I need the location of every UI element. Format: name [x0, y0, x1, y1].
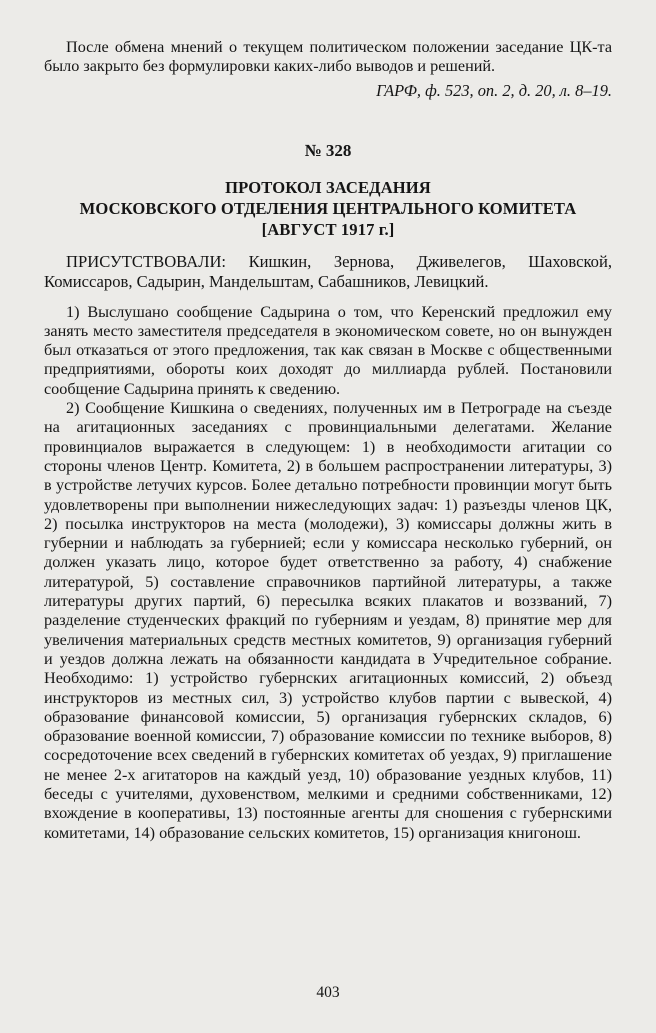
- attendees-paragraph: ПРИСУТСТВОВАЛИ: Кишкин, Зернова, Дживелегов, Шаховской, Комиссаров, Садырин, Мандельштам, Сабашников, Левицкий.: [44, 251, 612, 292]
- document-title: [44, 177, 612, 240]
- title-line: ПРОТОКОЛ ЗАСЕДАНИЯ: [225, 177, 431, 197]
- title-line: МОСКОВСКОГО ОТДЕЛЕНИЯ ЦЕНТРАЛЬНОГО КОМИТЕТА: [79, 198, 577, 218]
- protocol-items: [44, 303, 612, 843]
- page-number: 403: [316, 984, 340, 1001]
- intro-paragraph: После обмена мнений о текущем политическом положении заседание ЦК-та было закрыто без формулировки каких-либо выводов и решений.: [44, 38, 612, 76]
- protocol-item: 1) Выслушано сообщение Садырина о том, что Керенский предложил ему занять место заместителя председателя в экономическом совете, но он вынужден был отказаться от этого предложения, так как связан в Москве с общественными предприятиями, обороты коих доходят до миллиарда рублей. Постановили сообщение Садырина принять к сведению.: [44, 302, 612, 398]
- title-line: [АВГУСТ 1917 г.]: [261, 219, 395, 239]
- archive-reference: ГАРФ, ф. 523, оп. 2, д. 20, л. 8–19.: [376, 80, 612, 100]
- protocol-item: 2) Сообщение Кишкина о сведениях, полученных им в Петрограде на съезде на агитационных заседаниях с провинциальными делегатами. Желание провинциалов выражается в следующем: 1) в необходимости агитации со стороны членов Центр. Комитета, 2) в большем распространении литературы, 3) в устройстве летучих курсов. Более детально потребности провинции могут быть удовлетворены при выполнении нижеследующих задач: 1) разъезды членов ЦК, 2) посылка инструкторов на места (молодежи), 3) комиссары должны жить в губернии и наблюдать за губернией; если у комиссара несколько губерний, он должен указать лицо, которое будет ответственно за работу, 4) снабжение литературой, 5) составление справочников партийной литературы, а также литературы других партий, 6) пересылка всяких плакатов и воззваний, 7) разделение студенческих фракций по губерниям и уездам, 8) принятие мер для увеличения материальных средств местных комитетов, 9) организация губерний и уездов должна лежать на обязанности кандидата в Учредительное собрание. Необходимо: 1) устройство губернских агитационных комиссий, 2) объезд инструкторов из местных сил, 3) устройство клубов партии с вывеской, 4) образование финансовой комиссии, 5) организация губернских складов, 6) образование военной комиссии, 7) образование комиссии по технике выборов, 8) сосредоточение всех сведений в губернских комитетах об уездах, 9) приглашение не менее 2-х агитаторов на каждый уезд, 10) образование уездных клубов, 11) беседы с учителями, духовенством, мелкими и средними собственниками, 12) вхождение в кооперативы, 13) постоянные агенты для сношения с губернскими комитетами, 14) образование сельских комитетов, 15) организация книгонош.: [44, 399, 612, 842]
- document-number: № 328: [304, 140, 352, 160]
